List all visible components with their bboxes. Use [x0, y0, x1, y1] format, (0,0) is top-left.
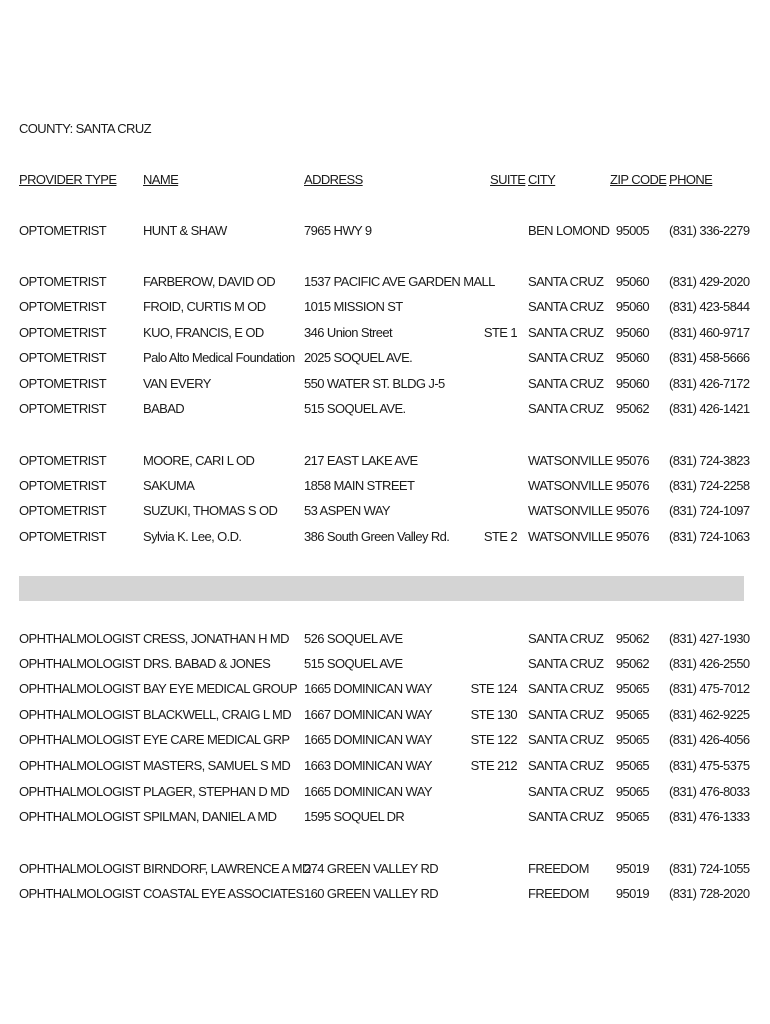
table-row [0, 350, 770, 370]
phone-cell: (831) 724-2258 [669, 478, 750, 493]
phone-cell: (831) 724-1097 [669, 503, 750, 518]
address-cell: 1858 MAIN STREET [304, 478, 415, 493]
table-row [0, 503, 770, 523]
table-header [0, 172, 770, 192]
header-city: CITY [528, 172, 556, 187]
zip-code-cell: 95062 [615, 631, 649, 646]
header-phone: PHONE [669, 172, 713, 187]
zip-code-cell: 95060 [615, 299, 649, 314]
city-cell: SANTA CRUZ [528, 325, 604, 340]
address-cell: 274 GREEN VALLEY RD [304, 861, 439, 876]
zip-code-cell: 95065 [615, 758, 649, 773]
table-row [0, 223, 770, 243]
phone-cell: (831) 426-4056 [669, 732, 750, 747]
phone-cell: (831) 462-9225 [669, 707, 750, 722]
table-row [0, 707, 770, 727]
table-row [0, 784, 770, 804]
zip-code-cell: 95076 [615, 478, 649, 493]
zip-code-cell: 95005 [615, 223, 649, 238]
city-cell: SANTA CRUZ [528, 376, 604, 391]
city-cell: SANTA CRUZ [528, 274, 604, 289]
provider-type-cell: OPHTHALMOLOGIST [19, 886, 141, 901]
provider-name-cell: DRS. BABAD & JONES [143, 656, 271, 671]
table-row [0, 274, 770, 294]
zip-code-cell: 95060 [615, 325, 649, 340]
table-row [0, 401, 770, 421]
phone-cell: (831) 724-1055 [669, 861, 750, 876]
phone-cell: (831) 423-5844 [669, 299, 750, 314]
provider-name-cell: BLACKWELL, CRAIG L MD [143, 707, 292, 722]
provider-name-cell: BIRNDORF, LAWRENCE A MD [143, 861, 311, 876]
table-row [0, 631, 770, 651]
provider-type-cell: OPHTHALMOLOGIST [19, 758, 141, 773]
table-row [0, 886, 770, 906]
phone-cell: (831) 724-3823 [669, 453, 750, 468]
zip-code-cell: 95019 [615, 886, 649, 901]
provider-name-cell: COASTAL EYE ASSOCIATES [143, 886, 304, 901]
header-suite: SUITE [490, 172, 526, 187]
table-row [0, 732, 770, 752]
header-zip-code: ZIP CODE [610, 172, 667, 187]
provider-name-cell: VAN EVERY [143, 376, 211, 391]
provider-type-cell: OPHTHALMOLOGIST [19, 631, 141, 646]
address-cell: 1665 DOMINICAN WAY [304, 732, 432, 747]
provider-name-cell: Sylvia K. Lee, O.D. [143, 529, 242, 544]
provider-name-cell: SUZUKI, THOMAS S OD [143, 503, 278, 518]
provider-type-cell: OPTOMETRIST [19, 478, 107, 493]
county-label: COUNTY: SANTA CRUZ [19, 121, 151, 136]
provider-name-cell: BAY EYE MEDICAL GROUP [143, 681, 298, 696]
provider-name-cell: MOORE, CARI L OD [143, 453, 255, 468]
provider-name-cell: KUO, FRANCIS, E OD [143, 325, 264, 340]
zip-code-cell: 95065 [615, 732, 649, 747]
phone-cell: (831) 426-7172 [669, 376, 750, 391]
provider-type-cell: OPTOMETRIST [19, 299, 107, 314]
address-cell: 217 EAST LAKE AVE [304, 453, 418, 468]
city-cell: SANTA CRUZ [528, 707, 604, 722]
city-cell: SANTA CRUZ [528, 681, 604, 696]
phone-cell: (831) 458-5666 [669, 350, 750, 365]
phone-cell: (831) 426-1421 [669, 401, 750, 416]
phone-cell: (831) 476-8033 [669, 784, 750, 799]
table-row [0, 325, 770, 345]
provider-type-cell: OPHTHALMOLOGIST [19, 732, 141, 747]
address-cell: 1663 DOMINICAN WAY [304, 758, 432, 773]
city-cell: BEN LOMOND [528, 223, 610, 238]
provider-name-cell: SAKUMA [143, 478, 195, 493]
address-cell: 2025 SOQUEL AVE. [304, 350, 413, 365]
provider-type-cell: OPTOMETRIST [19, 325, 107, 340]
phone-cell: (831) 476-1333 [669, 809, 750, 824]
provider-name-cell: CRESS, JONATHAN H MD [143, 631, 289, 646]
phone-cell: (831) 429-2020 [669, 274, 750, 289]
city-cell: FREEDOM [528, 886, 589, 901]
address-cell: 386 South Green Valley Rd. [304, 529, 450, 544]
suite-cell: STE 212 [470, 758, 517, 773]
address-cell: 1665 DOMINICAN WAY [304, 784, 432, 799]
address-cell: 515 SOQUEL AVE. [304, 401, 406, 416]
header-name: NAME [143, 172, 179, 187]
suite-cell: STE 124 [470, 681, 517, 696]
phone-cell: (831) 728-2020 [669, 886, 750, 901]
header-provider-type: PROVIDER TYPE [19, 172, 117, 187]
address-cell: 7965 HWY 9 [304, 223, 372, 238]
provider-type-cell: OPHTHALMOLOGIST [19, 656, 141, 671]
phone-cell: (831) 336-2279 [669, 223, 750, 238]
provider-type-cell: OPHTHALMOLOGIST [19, 707, 141, 722]
table-row [0, 861, 770, 881]
table-row [0, 809, 770, 829]
zip-code-cell: 95065 [615, 707, 649, 722]
provider-type-cell: OPTOMETRIST [19, 350, 107, 365]
provider-type-cell: OPTOMETRIST [19, 503, 107, 518]
provider-name-cell: HUNT & SHAW [143, 223, 227, 238]
phone-cell: (831) 475-7012 [669, 681, 750, 696]
city-cell: WATSONVILLE [528, 503, 613, 518]
address-cell: 1537 PACIFIC AVE GARDEN MALL [304, 274, 495, 289]
city-cell: FREEDOM [528, 861, 589, 876]
city-cell: WATSONVILLE [528, 453, 613, 468]
provider-type-cell: OPTOMETRIST [19, 401, 107, 416]
suite-cell: STE 2 [483, 529, 517, 544]
address-cell: 1595 SOQUEL DR [304, 809, 405, 824]
city-cell: SANTA CRUZ [528, 401, 604, 416]
suite-cell: STE 1 [483, 325, 517, 340]
provider-type-cell: OPHTHALMOLOGIST [19, 784, 141, 799]
zip-code-cell: 95060 [615, 350, 649, 365]
provider-name-cell: MASTERS, SAMUEL S MD [143, 758, 291, 773]
table-row [0, 478, 770, 498]
suite-cell: STE 122 [470, 732, 517, 747]
city-cell: SANTA CRUZ [528, 732, 604, 747]
address-cell: 550 WATER ST. BLDG J-5 [304, 376, 445, 391]
city-cell: SANTA CRUZ [528, 758, 604, 773]
provider-name-cell: FARBEROW, DAVID OD [143, 274, 275, 289]
address-cell: 160 GREEN VALLEY RD [304, 886, 439, 901]
address-cell: 1015 MISSION ST [304, 299, 403, 314]
address-cell: 515 SOQUEL AVE [304, 656, 403, 671]
address-cell: 526 SOQUEL AVE [304, 631, 403, 646]
zip-code-cell: 95062 [615, 656, 649, 671]
zip-code-cell: 95060 [615, 274, 649, 289]
city-cell: SANTA CRUZ [528, 809, 604, 824]
provider-type-cell: OPHTHALMOLOGIST [19, 861, 141, 876]
table-row [0, 376, 770, 396]
table-row [0, 758, 770, 778]
address-cell: 1665 DOMINICAN WAY [304, 681, 432, 696]
provider-type-cell: OPTOMETRIST [19, 376, 107, 391]
zip-code-cell: 95065 [615, 809, 649, 824]
provider-name-cell: BABAD [143, 401, 185, 416]
city-cell: SANTA CRUZ [528, 299, 604, 314]
phone-cell: (831) 426-2550 [669, 656, 750, 671]
provider-type-cell: OPHTHALMOLOGIST [19, 681, 141, 696]
address-cell: 1667 DOMINICAN WAY [304, 707, 432, 722]
zip-code-cell: 95065 [615, 784, 649, 799]
table-row [0, 681, 770, 701]
zip-code-cell: 95076 [615, 503, 649, 518]
city-cell: SANTA CRUZ [528, 656, 604, 671]
table-row [0, 529, 770, 549]
phone-cell: (831) 427-1930 [669, 631, 750, 646]
suite-cell: STE 130 [470, 707, 517, 722]
provider-type-cell: OPTOMETRIST [19, 529, 107, 544]
provider-name-cell: SPILMAN, DANIEL A MD [143, 809, 277, 824]
provider-name-cell: EYE CARE MEDICAL GRP [143, 732, 290, 747]
provider-type-cell: OPTOMETRIST [19, 223, 107, 238]
city-cell: SANTA CRUZ [528, 350, 604, 365]
zip-code-cell: 95076 [615, 529, 649, 544]
address-cell: 53 ASPEN WAY [304, 503, 391, 518]
zip-code-cell: 95076 [615, 453, 649, 468]
provider-type-cell: OPTOMETRIST [19, 453, 107, 468]
table-row [0, 656, 770, 676]
city-cell: WATSONVILLE [528, 529, 613, 544]
zip-code-cell: 95065 [615, 681, 649, 696]
header-address: ADDRESS [304, 172, 363, 187]
table-row [0, 299, 770, 319]
zip-code-cell: 95060 [615, 376, 649, 391]
phone-cell: (831) 475-5375 [669, 758, 750, 773]
zip-code-cell: 95019 [615, 861, 649, 876]
city-cell: SANTA CRUZ [528, 631, 604, 646]
provider-type-cell: OPTOMETRIST [19, 274, 107, 289]
zip-code-cell: 95062 [615, 401, 649, 416]
provider-type-cell: OPHTHALMOLOGIST [19, 809, 141, 824]
city-cell: WATSONVILLE [528, 478, 613, 493]
table-row [0, 453, 770, 473]
provider-name-cell: PLAGER, STEPHAN D MD [143, 784, 290, 799]
phone-cell: (831) 724-1063 [669, 529, 750, 544]
city-cell: SANTA CRUZ [528, 784, 604, 799]
provider-name-cell: Palo Alto Medical Foundation [143, 350, 295, 365]
provider-name-cell: FROID, CURTIS M OD [143, 299, 266, 314]
address-cell: 346 Union Street [304, 325, 392, 340]
phone-cell: (831) 460-9717 [669, 325, 750, 340]
section-divider [19, 576, 744, 601]
